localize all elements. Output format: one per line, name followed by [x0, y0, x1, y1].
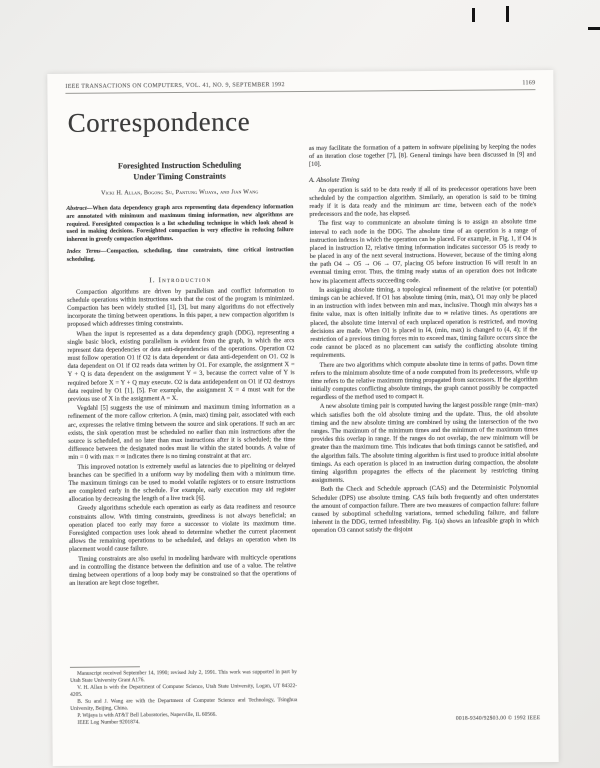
- journal-line: IEEE TRANSACTIONS ON COMPUTERS, VOL. 41, NO. 9, SEPTEMBER 1992: [65, 82, 285, 90]
- footnote-block: [70, 665, 298, 733]
- footnote: P. Wijaya is with AT&T Bell Laboratories, Naperville, IL 60566.: [77, 711, 217, 719]
- paper-title: [66, 159, 293, 183]
- right-column: [309, 143, 541, 731]
- index-terms-label: Index Terms—: [66, 248, 107, 255]
- paragraph: Vegdahl [5] suggests the use of minimum and maximum timing information as a refinement of the more callow criterion. A (min, max) timing pair, associated with each arc, expresses the relative timing between the source and sink operations. If such an arc exists, the sink operation must be scheduled no earlier than min instructions after the source is scheduled, and no later than max instructions after it is scheduled; the time difference between the designated nodes must lie within the stated bounds. A value of min = 0 with max = ∞ indicates there is no timing constraint at that arc.: [67, 403, 296, 462]
- section-heading-introduction: I. Introduction: [149, 276, 212, 284]
- paragraph: A new absolute timing pair is computed having the largest possible range (min–max) which satisfies both the old absolute timing and the update. Thus, the old absolute timing and the new absolute timing are combined by using the intersection of the two ranges. The maximum of the minimum times and the minimum of the maximum times provides this overlap in range. If the ranges do not overlap, the new minimum will be greater than the maximum time. This indicates that both timings cannot be satisfied, and the algorithm fails. The absolute timing algorithm is first used to produce initial absolute timings. As each operation is placed in an instruction during compaction, the absolute timing algorithm propagates the effects of the placement by restricting timing assignments.: [310, 401, 539, 485]
- registration-mark: [506, 6, 509, 22]
- footnote: Manuscript received September 14, 1990; revised July 2, 1991. This work was supported in part by Utah State University Grant A176.: [70, 668, 298, 684]
- paragraph: This improved notation is extremely useful as latencies due to pipelining or delayed branches can be specified in a uniform way by modeling them with a minimum time. The maximum timings can be used to model volatile registers or to ensure instructions are completed early in the schedule. For example, early execution may aid register allocation by decreasing the length of a live track [6].: [68, 461, 296, 504]
- paragraph: There are two algorithms which compute absolute time in terms of paths. Down time refers to the minimum absolute time of a node computed from its predecessors, while up time refers to the relative maximum timing propagated from successors. If the algorithm initially computes conflicting absolute timings, the graph cannot possibly be compacted regardless of the method used to compact it.: [310, 359, 538, 402]
- paragraph: The first way to communicate an absolute timing is to assign an absolute time interval to each node in the DDG. The absolute time of an operation is a range of instruction indexes in which the operation can be placed. For example, in Fig. 1, if O4 is placed in instruction I2, relative timing information indicates successor O5 is ready to be placed in any of the next several instructions. However, because of the timing along the path O4 → O5 → O6 → O7, placing O5 before instruction I6 will result in an eventual timing error. Thus, the timing ready status of an operation does not indicate how its placement affects succeeding code.: [309, 218, 537, 285]
- paragraph: When the input is represented as a data dependency graph (DDG), representing a single basic block, existing parallelism is evident from the graph, in which the arcs represent data dependencies or data anti-dependencies of the operations. Operation O2 must follow operation O1 if O2 is data dependent or data anti-dependent on O1. O2 is data dependent on O1 if O2 reads data written by O1. For example, the assignment X = Y + Q is data dependent on the assignment Y = 3, because the correct value of Y is required before X = Y + Q may execute. O2 is data antidependent on O1 if O2 destroys data required by O1 [1], [5]. For example, the assignment X = 4 must wait for the previous use of X in the assignment A = X.: [67, 328, 295, 403]
- author-line: Vicki H. Allan, Bogong Su, Pantung Wijaya, and Jian Wang: [100, 188, 259, 197]
- abstract-label: Abstract—: [66, 205, 93, 212]
- registration-mark: [588, 27, 600, 30]
- copyright-code: 0018-9340/92$03.00 © 1992 IEEE: [455, 715, 541, 722]
- footnote: B. Su and J. Wang are with the Department of Computer Science and Technology, Tsinghua University, Beijing, China.: [70, 696, 298, 712]
- abstract: [66, 204, 293, 245]
- footnote-rule: [70, 666, 140, 668]
- scanned-page: [47, 70, 558, 766]
- section-masthead: Correspondence: [67, 106, 251, 138]
- footnote: IEEE Log Number 9201874.: [77, 719, 140, 726]
- paragraph-continuation: as may facilitate the formation of a pattern in software pipelining by keeping the nodes of an iteration close together [7], [8]. General timings have been discussed in [9] and [10].: [308, 143, 536, 169]
- paper-title-line2: Under Timing Constraints: [133, 171, 226, 182]
- paragraph: Both the Check and Schedule approach (CAS) and the Deterministic Polynomial Scheduler (DPS) use absolute timing. CAS fails both frequently and often understates the amount of compaction failure. There are two measures of compaction failure: failure caused by suboptimal scheduling variations, termed scheduling failure, and failure inherent in the DDG, termed infeasibility. Fig. 1(a) shows an infeasible graph in which operation O3 cannot satisfy the disjoint: [311, 484, 539, 535]
- left-column: [66, 145, 298, 733]
- paragraph: Greedy algorithms schedule each operation as early as data readiness and resource constraints allow. With timing constraints, greediness is not always beneficial; an operation placed too early may force a successor to violate its maximum time. Foresighted compaction uses look ahead to determine whether the current placement allows the remaining operations to be scheduled, and delays an operation when its placement would cause failure.: [68, 503, 296, 554]
- paragraph: In assigning absolute timing, a topological refinement of the relative (or potential) timings can be achieved. If O1 has absolute timing (min, max), O1 may only be placed in an instruction with index between min and max, inclusive. Though min always has a finite value, max is often initially infinite due to ∞ relative times. As operations are placed, the absolute time interval of each unplaced operation is restricted, and moving decisions are made. When O1 is placed in I4, (min, max) is changed to (4, 4); if the restriction of a previous timing forces min to exceed max, timing failure occurs since the code cannot be placed as no placement can satisfy the conflicting absolute timing requirements.: [310, 284, 538, 360]
- paragraph: Compaction algorithms are driven by parallelism and conflict information to schedule operations within instructions such that the cost of the program is minimized. Compaction has been widely studied [1], [3], but many algorithms do not effectively incorporate the timing between operations. In this paper, a new compaction algorithm is proposed which addresses timing constraints.: [67, 286, 295, 329]
- paragraph: An operation is said to be data ready if all of its predecessor operations have been scheduled by the compaction algorithm. Similarly, an operation is said to be timing ready if it is data ready and the minimum arc time, between each of the node's predecessors and the node, has elapsed.: [309, 184, 537, 219]
- registration-mark: [472, 8, 475, 22]
- index-terms: [67, 247, 294, 264]
- page-number: 1169: [522, 80, 536, 87]
- two-column-body: [66, 143, 541, 733]
- header-rule: [65, 89, 535, 94]
- footnote: V. H. Allan is with the Department of Computer Science, Utah State University, Logan, UT 84322-4205.: [70, 682, 298, 698]
- subsection-heading-absolute-timing: A. Absolute Timing: [309, 176, 360, 184]
- running-header: [65, 80, 535, 90]
- index-terms-text: Compaction, scheduling, time constraints, time critical instruction scheduling.: [66, 247, 294, 263]
- paper-title-line1: Foresighted Instruction Scheduling: [117, 160, 242, 171]
- paragraph: Timing constraints are also useful in modeling hardware with multicycle operations and in controlling the distance between the definition and use of a value. The relative timing between operations of a loop body may be constrained so that the operations of an iteration are kept close together,: [69, 553, 297, 587]
- abstract-text: When data dependency graph arcs representing data dependency information are annotated with minimum and maximum timing information, new algorithms are required. Foresighted compaction is a list scheduling technique in which look ahead is used in making decisions. Foresighted compaction is very effective in reducing failure inherent in greedy compaction algorithms.: [66, 204, 294, 244]
